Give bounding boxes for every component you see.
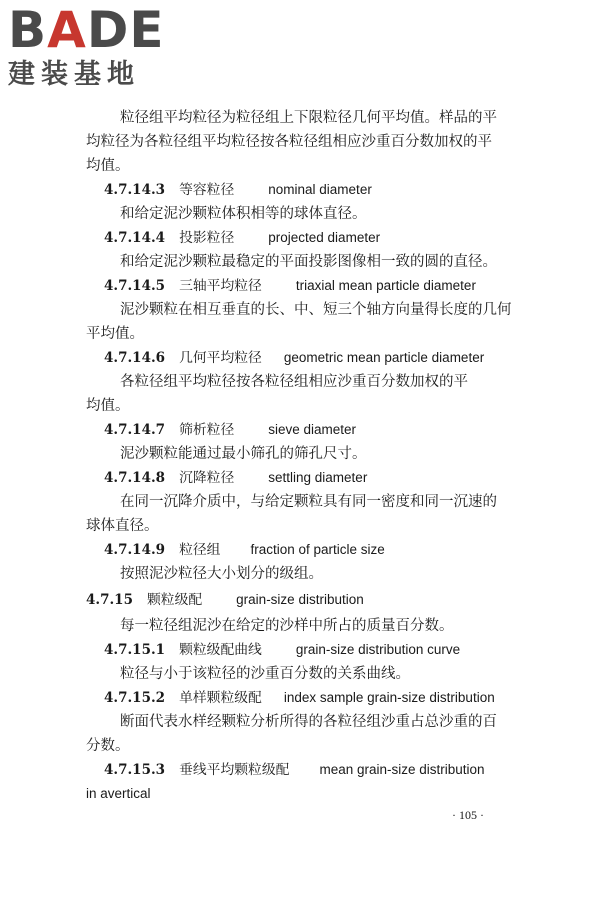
term-heading	[104, 420, 356, 440]
term-english: mean grain-size distribution	[319, 762, 485, 777]
term-definition: 泥沙颗粒在相互垂直的长、中、短三个轴方向量得长度的几何	[120, 302, 512, 318]
term-heading	[104, 640, 460, 660]
term-number: 4.7.14.5	[104, 278, 166, 294]
term-chinese: 颗粒级配曲线	[179, 642, 262, 658]
paragraph-line: 粒径组平均粒径为粒径组上下限粒径几何平均值。样品的平	[120, 110, 497, 126]
term-english-continued: in avertical	[86, 786, 151, 801]
term-definition: 每一粒径组泥沙在给定的沙样中所占的质量百分数。	[120, 618, 454, 634]
term-definition: 在同一沉降介质中，与给定颗粒具有同一密度和同一沉速的	[120, 494, 497, 510]
term-definition: 均值。	[86, 398, 130, 414]
logo-letters-end: DE	[86, 1, 165, 59]
term-english: index sample grain-size distribution	[283, 690, 495, 705]
term-chinese: 沉降粒径	[179, 470, 235, 486]
term-english: grain-size distribution curve	[295, 642, 461, 657]
section-english: grain-size distribution	[236, 592, 364, 607]
term-definition: 分数。	[86, 738, 130, 754]
term-english: settling diameter	[268, 470, 368, 485]
brand-logo	[8, 1, 176, 92]
logo-wordmark	[8, 1, 176, 59]
term-chinese: 垂线平均颗粒级配	[179, 762, 290, 778]
term-definition: 平均值。	[86, 326, 144, 342]
term-number: 4.7.15.1	[104, 642, 166, 658]
term-number: 4.7.14.7	[104, 422, 166, 438]
term-heading	[104, 348, 484, 368]
term-number: 4.7.14.6	[104, 350, 166, 366]
term-definition: 各粒径组平均粒径按各粒径组相应沙重百分数加权的平	[120, 374, 468, 390]
term-number: 4.7.14.4	[104, 230, 166, 246]
term-definition: 按照泥沙粒径大小划分的级组。	[120, 566, 323, 582]
term-english: sieve diameter	[268, 422, 357, 437]
section-chinese: 颗粒级配	[146, 592, 203, 608]
term-english: projected diameter	[268, 230, 381, 245]
term-heading	[104, 540, 385, 560]
term-definition: 泥沙颗粒能通过最小筛孔的筛孔尺寸。	[120, 446, 367, 462]
term-definition: 和给定泥沙颗粒最稳定的平面投影图像相一致的圆的直径。	[120, 254, 497, 270]
paragraph-line: 均粒径为各粒径组平均粒径按各粒径组相应沙重百分数加权的平	[86, 134, 492, 150]
page-number: · 105 ·	[452, 808, 484, 822]
section-heading	[86, 590, 364, 610]
term-chinese: 三轴平均粒径	[179, 278, 262, 294]
term-heading	[104, 468, 367, 488]
logo-accent-letter: A	[47, 1, 87, 59]
term-heading	[104, 276, 476, 296]
term-heading	[104, 688, 495, 708]
term-number: 4.7.14.3	[104, 182, 166, 198]
term-definition: 和给定泥沙颗粒体积相等的球体直径。	[120, 206, 367, 222]
term-chinese: 粒径组	[179, 542, 221, 558]
paragraph-line: 均值。	[86, 158, 130, 174]
term-number: 4.7.14.9	[104, 542, 166, 558]
term-chinese: 投影粒径	[179, 230, 235, 246]
term-english: fraction of particle size	[250, 542, 385, 557]
term-number: 4.7.15.2	[104, 690, 166, 706]
term-english: nominal diameter	[268, 182, 372, 197]
term-definition: 球体直径。	[86, 518, 159, 534]
logo-chinese: 建装基地	[8, 59, 140, 90]
term-chinese: 单样颗粒级配	[179, 690, 262, 706]
term-heading	[104, 228, 380, 248]
term-heading	[104, 180, 372, 200]
term-number: 4.7.15.3	[104, 762, 166, 778]
logo-letters: B	[8, 1, 48, 59]
term-definition: 断面代表水样经颗粒分析所得的各粒径组沙重占总沙重的百	[120, 714, 497, 730]
term-chinese: 几何平均粒径	[179, 350, 262, 366]
term-definition: 粒径与小于该粒径的沙重百分数的关系曲线。	[120, 666, 410, 682]
term-number: 4.7.14.8	[104, 470, 166, 486]
term-english: geometric mean particle diameter	[283, 350, 485, 365]
term-heading	[104, 760, 485, 780]
term-chinese: 等容粒径	[179, 182, 235, 198]
term-english: triaxial mean particle diameter	[295, 278, 476, 293]
term-chinese: 筛析粒径	[179, 422, 235, 438]
section-number: 4.7.15	[86, 592, 133, 608]
